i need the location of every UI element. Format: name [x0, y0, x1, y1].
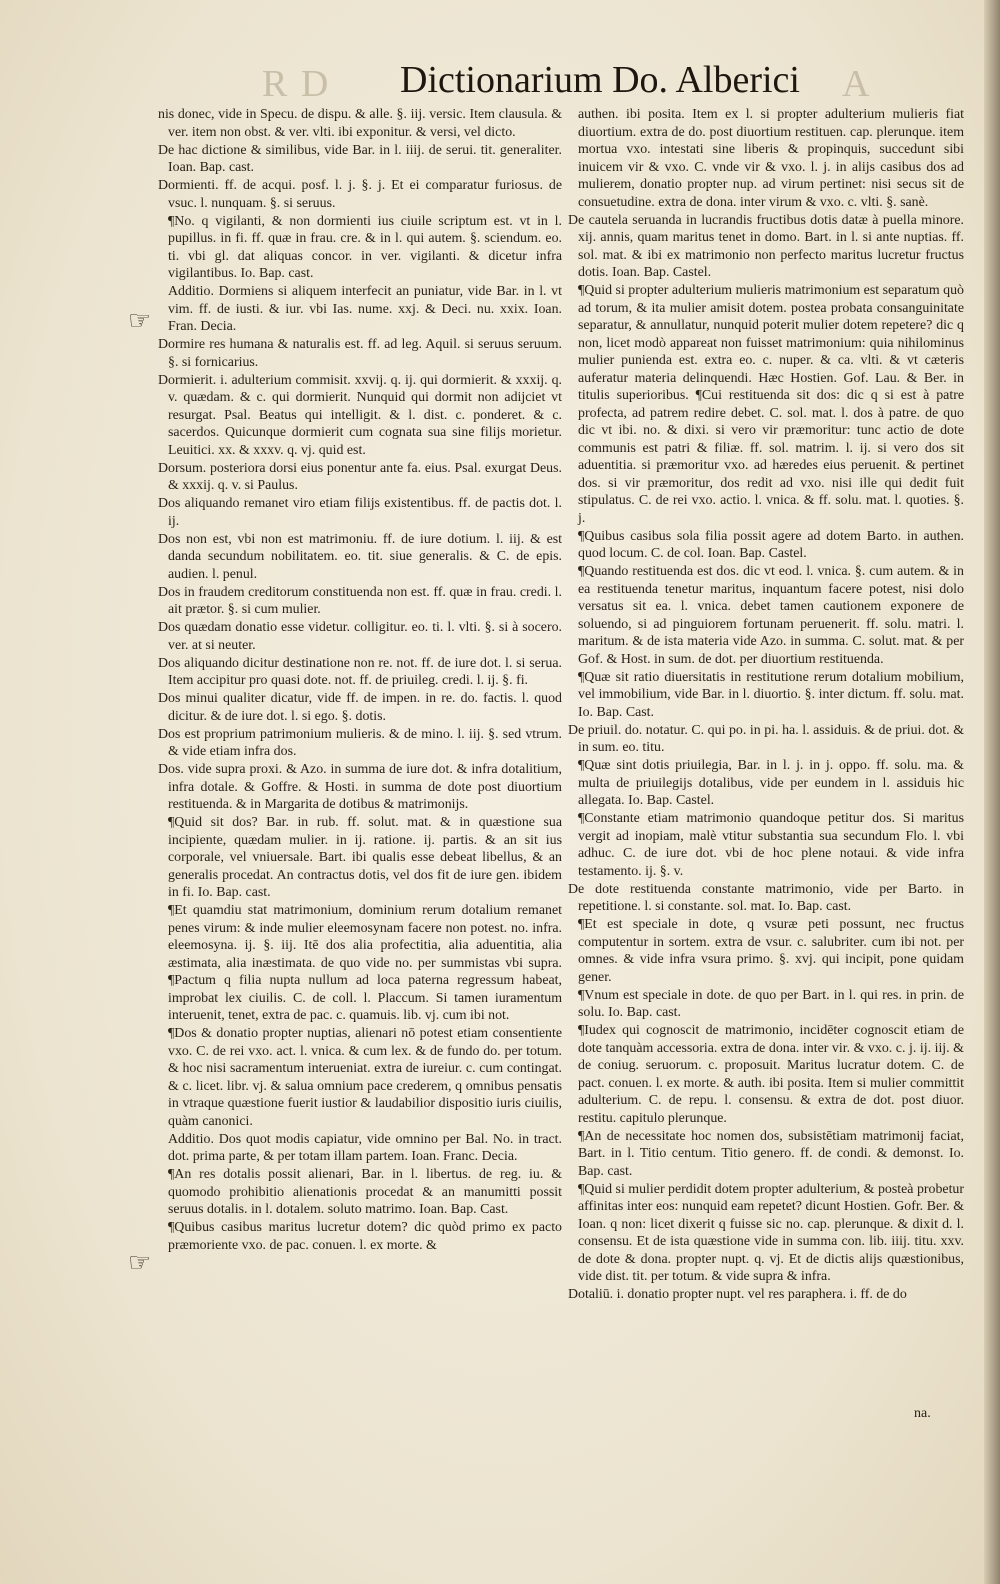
catchword: na.: [914, 1406, 931, 1421]
entry: Dos non est, vbi non est matrimoniu. ff. de iure dotium. l. iij. & est danda secundum nobilitatem. eo. tit. siue generalis. & C. de epis. audien. l. penul.: [158, 531, 562, 582]
entry: Dormienti. ff. de acqui. posf. l. j. §. j. Et ei comparatur furiosus. de vsuc. l. nunquam. §. si seruus.: [158, 178, 562, 211]
entry: Dormire res humana & naturalis est. ff. ad leg. Aquil. si seruus seruum. §. si fornicarius.: [158, 337, 562, 370]
bleed-through-left: R D: [262, 63, 331, 105]
entry: Dos aliquando dicitur destinatione non re. not. ff. de iure dot. l. si serua. Item accipitur pro quasi dote. not. ff. de priuileg. credi. l. ij. §. fi.: [158, 655, 562, 688]
entry: ¶Quæ sit ratio diuersitatis in restitutione rerum dotalium mobilium, vel immobilium, vide Bar. in l. diuortio. §. inter dictum. ff. solu. mat. Io. Bap. Cast.: [578, 669, 964, 720]
entry: ¶Quando restituenda est dos. dic vt eod. l. vnica. §. cum autem. & in ea restituenda tenetur maritus, inquantum facere potest, nisi dolo versatus sit ea. l. vnica. debet tamen cautionem exponere de soluendo, si ad pinguiorem fortunam peruenerit. ff. solu. matri. l. maritum. & de ista materia vide Azo. in summa. C. solut. mat. & per Gof. & Host. in sum. de dot. per diuortium restituenda.: [578, 564, 964, 667]
entry: De priuil. do. notatur. C. qui po. in pi. ha. l. assiduis. & de priui. dot. & in sum. eo. titu.: [568, 722, 964, 755]
entry: ¶Quibus casibus maritus lucretur dotem? dic quòd primo ex pacto præmoriente vxo. de pac. conuen. l. ex morte. &: [168, 1220, 562, 1253]
bleed-through-right: A: [842, 63, 872, 105]
entry: ¶Et est speciale in dote, q vsuræ peti possunt, nec fructus computentur in sortem. extra de vsur. c. salubriter. cum ibi not. per omnes. & vide infra vsura primo. §. xvj. qui incipit, pone quidam gener.: [578, 917, 964, 985]
entry: ¶Quæ sint dotis priuilegia, Bar. in l. j. in j. oppo. ff. solu. ma. & multa de priuilegijs dotalibus, vide per eundem in l. assiduis hic allegata. Io. Bap. Castel.: [578, 758, 964, 808]
additio-entry: Additio. Dormiens si aliquem interfecit an puniatur, vide Bar. in l. vt vim. ff. de iusti. & iur. vbi Ias. nume. xxj. & Deci. nu. xxix. Ioan. Fran. Decia.: [168, 284, 562, 334]
entry: nis donec, vide in Specu. de dispu. & alle. §. iij. versic. Item clausula. & ver. item non obst. & ver. vlti. ibi exponitur. & versi, vel dicto.: [158, 107, 562, 140]
entry: De hac dictione & similibus, vide Bar. in l. iiij. de serui. tit. generaliter. Ioan. Bap. cast.: [158, 142, 562, 175]
page-title: Dictionarium Do. Alberici: [400, 59, 800, 101]
entry: ¶Quid si mulier perdidit dotem propter adulterium, & posteà probetur affinitas inter eos: nunquid eam repetet? dicunt Hostien. Gofr. Ber. & Ioan. q non: licet dixerit q fuisse sic no. cap. plerunque. & dixit d. l. consensu. Et de ista quæstione vide in summa con. lib. iiij. titu. xxv. de dote & dona. propter nupt. q. vj. Et de dictis alijs quæstionibus, vide dist. tit. per totum. & vide supra & infra.: [578, 1181, 964, 1284]
entry: De cautela seruanda in lucrandis fructibus dotis datæ à puella minore. xij. annis, quam maritus tenet in domo. Bart. in l. si ante nuptias. ff. sol. mat. & ibi ex matrimonio non perfecto maritus lucretur fructus dotis. Ioan. Bap. Castel.: [568, 212, 964, 280]
right-column: [568, 106, 964, 1304]
entry: ¶Constante etiam matrimonio quandoque petitur dos. Si maritus vergit ad inopiam, malè vtitur substantia sua secundum Flo. l. vbi adhuc. C. de iure dot. vbi de hoc plene notaui. & vide infra testamento. ij. §. v.: [578, 811, 964, 879]
entry: ¶Quid sit dos? Bar. in rub. ff. solut. mat. & in quæstione sua incipiente, quædam mulier. in ij. ratione. ij. partis. & an sit ius corporale, vel vniuersale. Bart. ibi qualis esse debeat libellus, & an generalis procedat. An contractus dotis, vel dos fit de iure gen. ibidem in fi. Io. Bap. cast.: [168, 815, 562, 900]
left-column: [158, 106, 562, 1255]
entry: Dos est proprium patrimonium mulieris. & de mino. l. iij. §. sed vtrum. & vide etiam infra dos.: [158, 726, 562, 759]
additio-entry: Additio. Dos quot modis capiatur, vide omnino per Bal. No. in tract. dot. prima parte, & per totam illam partem. Ioan. Franc. Decia.: [168, 1131, 562, 1164]
entry: ¶Et quamdiu stat matrimonium, dominium rerum dotalium remanet penes virum: & inde mulier eleemosynam facere non potest. no. infra. eleemosyna. ij. §. iij. Itē dos alia profectitia, alia aduentitia, alia æstimata, alia inæstimata. de quo vide no. per summistas vbi supra. ¶Pactum q filia nupta nullum ad loca paterna regressum habeat, improbat lex ciuilis. C. de coll. l. Placcum. Si tamen iuramentum interuenit, tenet, extra de pac. c. quamuis. lib. vj. cum ibi not.: [168, 903, 562, 1023]
entry: ¶Dos & donatio propter nuptias, alienari nō potest etiam consentiente vxo. C. de rei vxo. act. l. vnica. & cum lex. & de fundo do. per totum. & hoc nisi sacramentum interueniat. extra de iureiur. c. cum contingat. & c. licet. libr. vj. & salua omnium pace crederem, q omnibus pensatis in vtraque quæstione fuerit iustior & laudabilior dispositio iuris ciuilis, quàm canonici.: [168, 1026, 562, 1129]
entry: ¶Quid si propter adulterium mulieris matrimonium est separatum quò ad torum, & ita mulier amisit dotem. postea probata consanguinitate separatur, & annullatur, nunquid poterit mulier dotem repetere? dic q non, licet modò appareat non fuisset matrimonium: quia nihilominus mulier punienda est. extra eo. c. nuper. & ca. vlti. & vt cæteris auferatur materia delinquendi. Hæc Hostien. Gof. Lau. & Ber. in titulis superioribus. ¶Cui restituenda sit dos: dic q si est à patre profecta, ad patrem redire debet. C. sol. mat. l. dos à patre. de quo dic vt ibi. no. & dixi. si vero vir præmoritur: tunc actio de dote communis est patri & filiæ. ff. sol. matrim. l. ij. si vero dos sit aduentitia. si præmoritur vxo. ad hæredes eius peruenit. & pertinet dos. si vir præmoritur, dos redit ad vxo. nisi ille qui dedit fuit stipulatus. C. de rei vxo. actio. l. vnica. & ff. solu. mat. l. quoties. §. j.: [578, 283, 964, 526]
entry: De dote restituenda constante matrimonio, vide per Barto. in repetitione. l. si constante. sol. mat. Io. Bap. cast.: [568, 881, 964, 914]
entry: ¶An res dotalis possit alienari, Bar. in l. libertus. de reg. iu. & quomodo prohibitio alienationis procedat & an manumitti possit seruus dotalis. in l. dotalem. soluto matrimo. Ioan. Bap. Cast.: [168, 1167, 562, 1217]
entry: ¶No. q vigilanti, & non dormienti ius ciuile scriptum est. vt in l. pupillus. in fi. ff. quæ in frau. cre. & in l. qui autem. §. sciendum. eo. ti. vbi gl. dat aliquas concor. in ver. vigilanti. & dicetur infra vigilantibus. Io. Bap. cast.: [168, 213, 562, 281]
entry: Dos in fraudem creditorum constituenda non est. ff. quæ in frau. credi. l. ait prætor. §. si cum mulier.: [158, 584, 562, 617]
page-spine-edge: [984, 0, 1000, 1584]
entry: Dos minui qualiter dicatur, vide ff. de impen. in re. do. factis. l. quod dicitur. & de iure dot. l. si ego. §. dotis.: [158, 691, 562, 724]
marginal-hand-icon: ☞: [128, 1248, 152, 1277]
entry: authen. ibi posita. Item ex l. si propter adulterium mulieris fiat diuortium. extra de do. post diuortium restituen. cap. plerunque. item mortua vxo. intestati sine liberis & propinquis, succedunt sibi inuicem vir & vxo. C. vnde vir & vxo. l. j. in alijs casibus dos ad mulierem, donatio propter nup. ad virum pertinet: nisi secus sit de consuetudine. extra de dona. inter virum & vxo. c. vlti. §. sanè.: [578, 107, 964, 210]
entry: ¶Quibus casibus sola filia possit agere ad dotem Barto. in authen. quod locum. C. de col. Ioan. Bap. Castel.: [578, 528, 964, 561]
entry: Dotaliū. i. donatio propter nupt. vel res paraphera. i. ff. de do: [568, 1287, 907, 1302]
entry: Dorsum. posteriora dorsi eius ponentur ante fa. eius. Psal. exurgat Deus. & xxxij. q. v. si Paulus.: [158, 460, 562, 493]
entry: ¶Iudex qui cognoscit de matrimonio, incidēter cognoscit etiam de dote tanquàm accessoria. extra de dona. inter vir. & vxo. c. j. ij. iij. & de coniug. seruorum. c. proposuit. Maritus lucratur dotem. C. de pact. conuen. l. ex morte. & auth. ibi posita. Item si mulier committit adulterium. C. de repu. l. consensu. & extra de dot. post diuor. restitu. capitulo plerunque.: [578, 1023, 964, 1126]
entry: ¶An de necessitate hoc nomen dos, subsistētiam matrimonij faciat, Bart. in l. Titio centum. Titio genero. ff. de condi. & demonst. Io. Bap. cast.: [578, 1128, 964, 1179]
entry: Dos quædam donatio esse videtur. colligitur. eo. ti. l. vlti. §. si à socero. ver. at si neuter.: [158, 620, 562, 653]
running-header: [0, 52, 1000, 106]
marginal-hand-icon: ☞: [128, 306, 152, 335]
entry: ¶Vnum est speciale in dote. de quo per Bart. in l. qui res. in prin. de solu. Io. Bap. cast.: [578, 987, 964, 1020]
entry: Dos aliquando remanet viro etiam filijs existentibus. ff. de pactis dot. l. ij.: [158, 496, 562, 529]
entry: Dos. vide supra proxi. & Azo. in summa de iure dot. & infra dotalitium, infra dotale. & Goffre. & Hosti. in summa de dote post diuortium restituenda. & in Margarita de dotibus & matrimonijs.: [158, 762, 562, 812]
entry: Dormierit. i. adulterium commisit. xxvij. q. ij. qui dormierit. & xxxij. q. v. quædam. & c. qui dormierit. Nunquid qui dormit non adijciet vt resurgat. Psal. Beatus qui intelligit. & l. dist. c. ponderet. & c. sacerdos. Quicunque dormierit cum cognata sua sine filijs morietur. Leuitici. xx. & xxxv. q. vj. quid est.: [158, 372, 562, 458]
